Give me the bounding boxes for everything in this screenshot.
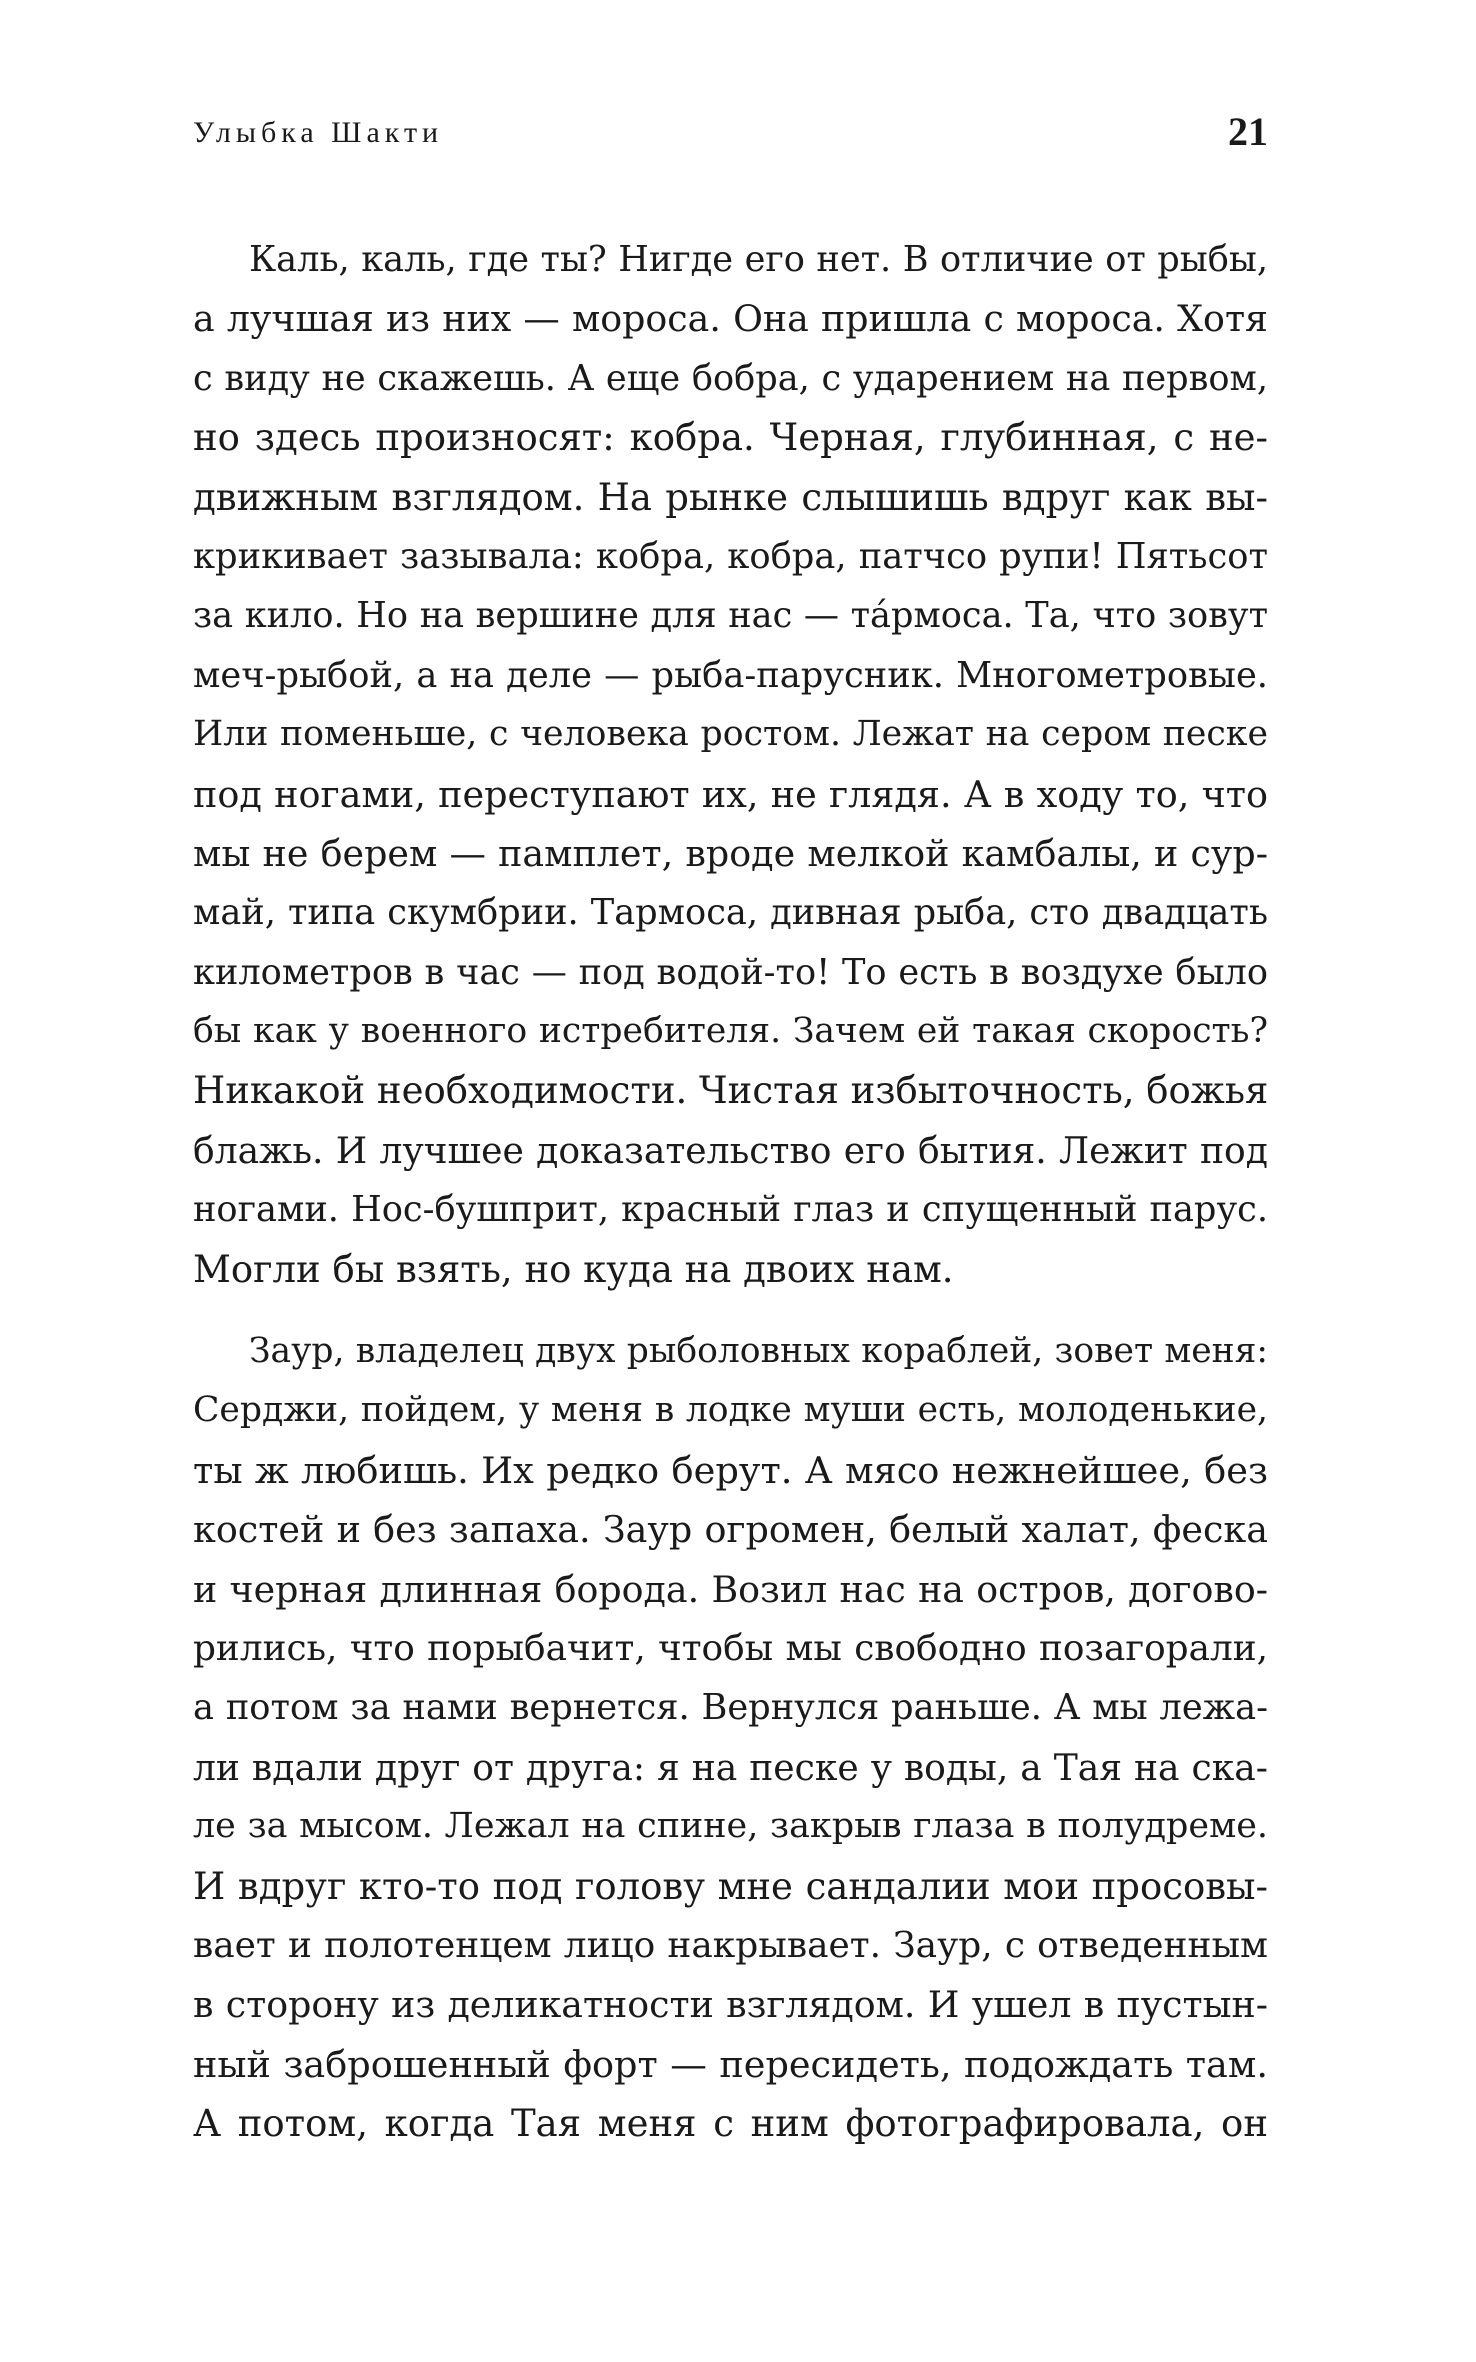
text-line: бы как у военного истребителя. Зачем ей такая скорость? bbox=[193, 1011, 1268, 1052]
text-line: рились, что порыбачит, чтобы мы свободно позагорали, bbox=[193, 1627, 1268, 1669]
text-line: Каль, каль, где ты? Нигде его нет. В отличие от рыбы, bbox=[249, 239, 1268, 280]
page-number: 21 bbox=[1228, 109, 1268, 154]
page-header bbox=[193, 108, 1268, 158]
text-line: блажь. И лучшее доказательство его бытия. Лежит под bbox=[193, 1128, 1268, 1172]
text-line: костей и без запаха. Заур огромен, белый халат, феска bbox=[193, 1508, 1268, 1552]
text-line: Или поменьше, с человека ростом. Лежат на сером песке bbox=[193, 714, 1268, 755]
text-line: ногами. Нос-бушприт, красный глаз и спущенный парус. bbox=[193, 1189, 1268, 1231]
text-line: Могли бы взять, но куда на двоих нам. bbox=[193, 1247, 954, 1291]
paragraph bbox=[193, 230, 1268, 1299]
running-title: Улыбка Шакти bbox=[193, 116, 444, 149]
text-line: движным взглядом. На рынке слышишь вдруг как вы- bbox=[193, 475, 1268, 519]
text-line: Заур, владелец двух рыболовных кораблей, зовет меня: bbox=[249, 1331, 1268, 1372]
text-line: под ногами, переступают их, не глядя. А в ходу то, что bbox=[193, 772, 1268, 816]
text-line: Никакой необходимости. Чистая избыточность, божья bbox=[193, 1069, 1269, 1113]
text-line: с виду не скажешь. А еще бобра, с ударением на первом, bbox=[193, 357, 1268, 399]
text-line: Серджи, пойдем, у меня в лодке муши есть, молоденькие, bbox=[193, 1390, 1268, 1431]
text-line: за кило. Но на вершине для нас — та́рмоса. Та, что зовут bbox=[193, 595, 1268, 637]
text-line: а потом за нами вернется. Вернулся раньше. А мы лежа- bbox=[193, 1687, 1268, 1729]
text-line: мы не берем — памплет, вроде мелкой камбалы, и сур- bbox=[193, 831, 1268, 875]
body-text bbox=[193, 230, 1268, 2154]
text-line: меч-рыбой, а на деле — рыба-парусник. Многометровые. bbox=[193, 654, 1268, 696]
text-line: ты ж любишь. Их редко берут. А мясо нежнейшее, без bbox=[193, 1448, 1268, 1492]
text-line: май, типа скумбрии. Тармоса, дивная рыба, сто двадцать bbox=[193, 892, 1268, 934]
text-line: ле за мысом. Лежал на спине, закрыв глаза в полудреме. bbox=[193, 1806, 1268, 1847]
text-line: километров в час — под водой-то! То есть в воздухе было bbox=[193, 951, 1268, 993]
text-line: но здесь произносят: кобра. Черная, глубинная, с не- bbox=[193, 416, 1268, 460]
text-line: а лучшая из них — мороса. Она пришла с мороса. Хотя bbox=[193, 297, 1268, 341]
text-line: ли вдали друг от друга: я на песке у воды, а Тая на ска- bbox=[193, 1745, 1268, 1789]
paragraph bbox=[193, 1322, 1268, 2153]
text-line: вает и полотенцем лицо накрывает. Заур, с отведенным bbox=[193, 1924, 1268, 1966]
text-line: и черная длинная борода. Возил нас на остров, догово- bbox=[193, 1567, 1268, 1611]
text-line: А потом, когда Тая меня с ним фотографировала, он bbox=[193, 2102, 1268, 2146]
text-line: ный заброшенный форт — пересидеть, подождать там. bbox=[193, 2042, 1268, 2086]
text-line: в сторону из деликатности взглядом. И ушел в пустын- bbox=[193, 1983, 1268, 2027]
paragraph-gap bbox=[193, 1299, 1268, 1322]
text-line: крикивает зазывала: кобра, кобра, патчсо рупи! Пятьсот bbox=[193, 535, 1268, 577]
text-line: И вдруг кто-то под голову мне сандалии мои просовы- bbox=[193, 1864, 1268, 1908]
